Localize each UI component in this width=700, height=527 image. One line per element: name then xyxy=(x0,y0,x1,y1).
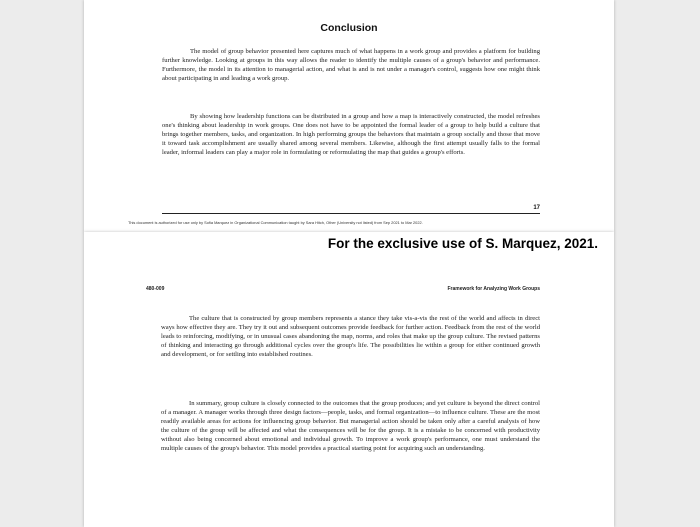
page-number: 17 xyxy=(533,205,540,211)
document-page-top xyxy=(84,0,614,232)
paragraph: By showing how leadership functions can be distributed in a group and how a map is interactively constructed, the model refreshes one's thinking about leadership in work groups. One does not have to be appointed the formal leader of a group to help build a culture that brings together members, tasks, and organization. In high performing groups the behaviors that maintain a group socially and those that move it toward task accomplishment are usually shared among several members. Likewise, although the first attempt usually falls to the formal leader, informal leaders can play a major role in formulating or reformulating the map that guides a group's efforts. xyxy=(162,113,540,156)
authorization-footer: This document is authorized for use only by Sofia Marquez in Organizational Communication taught by Sara Hitch, Other (University not listed) from Sep 2021 to Mar 2022. xyxy=(128,220,423,225)
paragraph: The culture that is constructed by group members represents a stance they take vis-a-vis the rest of the world and affects in direct ways how effective they are. They try it out and subsequent outcomes provide feedback for further action. Feedback from the rest of the world leads to reinforcing, modifying, or in unusual cases abandoning the map, norms, and roles that make up the group culture. The revised patterns of thinking and interacting go through additional cycles over the group's life. The possibilities lie within a group for either continued growth and development, or for settling into established routines. xyxy=(161,315,540,358)
exclusive-use-banner: For the exclusive use of S. Marquez, 2021. xyxy=(327,236,598,251)
document-page-bottom xyxy=(84,232,614,527)
footer-rule xyxy=(162,213,540,214)
document-number: 480-009 xyxy=(146,286,165,292)
paragraph: The model of group behavior presented here captures much of what happens in a work group and provides a platform for building further knowledge. Looking at groups in this way allows the reader to identify the multiple causes of a group's behavior and performance. Furthermore, the model in its attention to managerial action, and what is and is not under a manager's control, suggests how one might think about participating in and leading a work group. xyxy=(162,48,540,82)
paragraph: In summary, group culture is closely connected to the outcomes that the group produces; and yet culture is beyond the direct control of a manager. A manager works through three design factors—people, tasks, and formal organization—to influence culture. These are the most readily available areas for actions for influencing group behavior. But managerial action should be taken only after a careful analysis of how the culture of the group will be affected and what the consequences will be for the group. It is a mistake to be concerned with productivity without also being concerned about emotional and individual growth. To improve a work group's performance, one must understand the multiple causes of the group's behavior. This model provides a practical starting point for acquiring such an understanding. xyxy=(161,400,540,452)
running-title: Framework for Analyzing Work Groups xyxy=(447,286,540,292)
section-heading: Conclusion xyxy=(320,22,378,34)
